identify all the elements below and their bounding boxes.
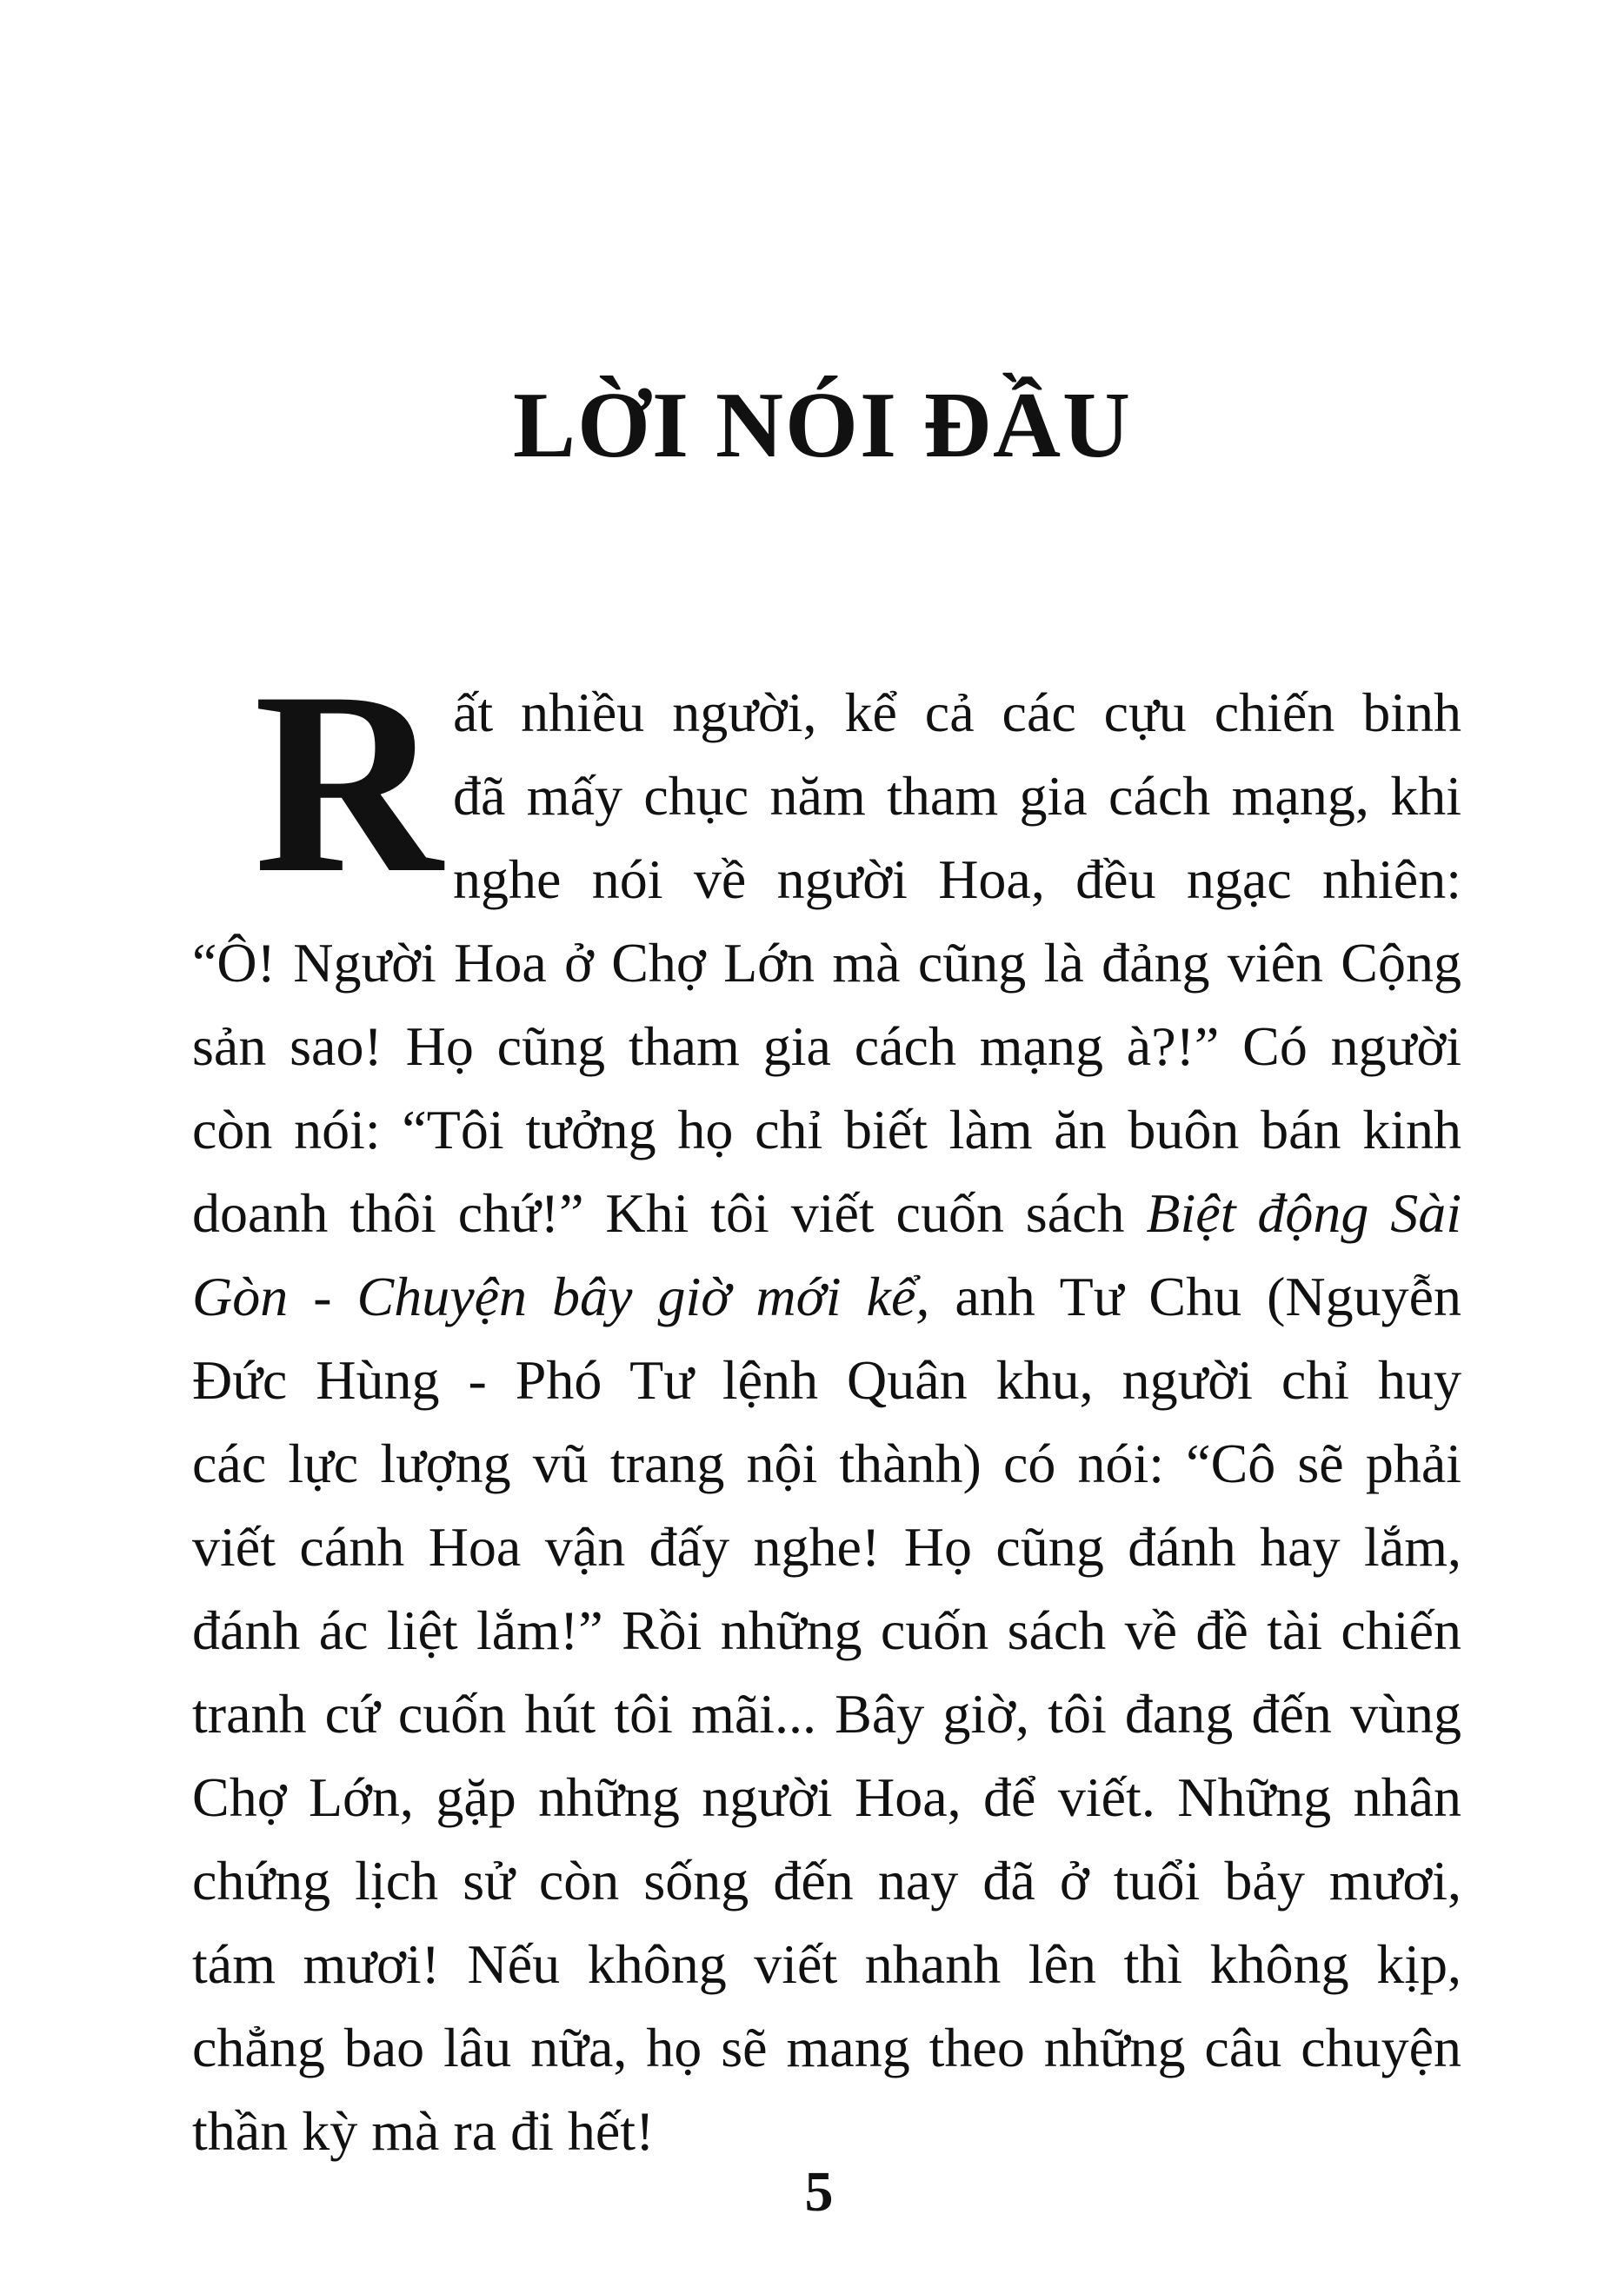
text-line [192, 1506, 1461, 1589]
line-fit [192, 1839, 1461, 1923]
text-line [192, 755, 1461, 838]
line-text: thần kỳ mà ra đi hết! [192, 2100, 655, 2162]
text-line [192, 1589, 1461, 1672]
text-line [192, 1672, 1461, 1756]
text-line [192, 1005, 1461, 1088]
line-fit [192, 2006, 1461, 2090]
text-line [192, 1839, 1461, 1923]
line-text: sản sao! Họ cũng tham gia cách mạng à?!” Có người [192, 1015, 1461, 1077]
line-text: “Ô! Người Hoa ở Chợ Lớn mà cũng là đảng viên Cộng [192, 932, 1461, 994]
line-text: anh Tư Chu (Nguyễn [929, 1266, 1461, 1327]
text-line [192, 921, 1461, 1005]
line-text: tám mươi! Nếu không viết nhanh lên thì không kịp, [192, 1933, 1461, 1995]
line-text: còn nói: “Tôi tưởng họ chỉ biết làm ăn buôn bán kinh [192, 1099, 1461, 1160]
line-fit [192, 1422, 1461, 1506]
text-line [192, 1923, 1461, 2006]
line-fit [192, 1088, 1461, 1172]
line-fit [192, 1005, 1461, 1088]
line-fit [453, 838, 1461, 921]
line-text: các lực lượng vũ trang nội thành) có nói: “Cô sẽ phải [192, 1433, 1461, 1494]
body-text [192, 671, 1461, 2173]
line-text: đánh ác liệt lắm!” Rồi những cuốn sách về đề tài chiến [192, 1599, 1461, 1661]
line-fit [192, 1506, 1461, 1589]
text-line [192, 671, 1461, 755]
line-text: tranh cứ cuốn hút tôi mãi... Bây giờ, tôi đang đến vùng [192, 1683, 1461, 1745]
line-fit [192, 1672, 1461, 1756]
book-title-italic: Gòn - Chuyện bây giờ mới kể, [192, 1266, 930, 1327]
line-text: chứng lịch sử còn sống đến nay đã ở tuổi bảy mươi, [192, 1850, 1461, 1912]
line-fit [453, 671, 1461, 755]
text-line [192, 1172, 1461, 1255]
line-text: chẳng bao lâu nữa, họ sẽ mang theo những câu chuyện [192, 2017, 1461, 2078]
text-line [192, 1088, 1461, 1172]
line-text: viết cánh Hoa vận đấy nghe! Họ cũng đánh hay lắm, [192, 1516, 1461, 1578]
line-fit [453, 755, 1461, 838]
text-line [192, 1255, 1461, 1339]
chapter-title: LỜI NÓI ĐẦU [512, 374, 1133, 477]
line-text: Đức Hùng - Phó Tư lệnh Quân khu, người chỉ huy [192, 1349, 1461, 1411]
text-line [192, 1756, 1461, 1839]
line-text: Chợ Lớn, gặp những người Hoa, để viết. Những nhân [192, 1766, 1461, 1828]
drop-cap: R [254, 638, 443, 927]
line-fit [192, 1339, 1461, 1422]
text-line [192, 838, 1461, 921]
line-text: ất nhiều người, kể cả các cựu chiến binh [453, 682, 1461, 743]
text-line [192, 1339, 1461, 1422]
text-line [192, 1422, 1461, 1506]
line-fit [192, 1255, 1461, 1339]
page-number: 5 [804, 2160, 834, 2224]
line-text: doanh thôi chứ!” Khi tôi viết cuốn sách [192, 1182, 1147, 1244]
line-fit [192, 921, 1461, 1005]
line-text: nghe nói về người Hoa, đều ngạc nhiên: [453, 848, 1461, 910]
line-fit [192, 1589, 1461, 1672]
line-text: đã mấy chục năm tham gia cách mạng, khi [453, 765, 1461, 827]
line-fit [192, 1923, 1461, 2006]
text-line [192, 2006, 1461, 2090]
line-fit [192, 1756, 1461, 1839]
line-fit [192, 1172, 1461, 1255]
book-title-italic: Biệt động Sài [1146, 1182, 1461, 1244]
